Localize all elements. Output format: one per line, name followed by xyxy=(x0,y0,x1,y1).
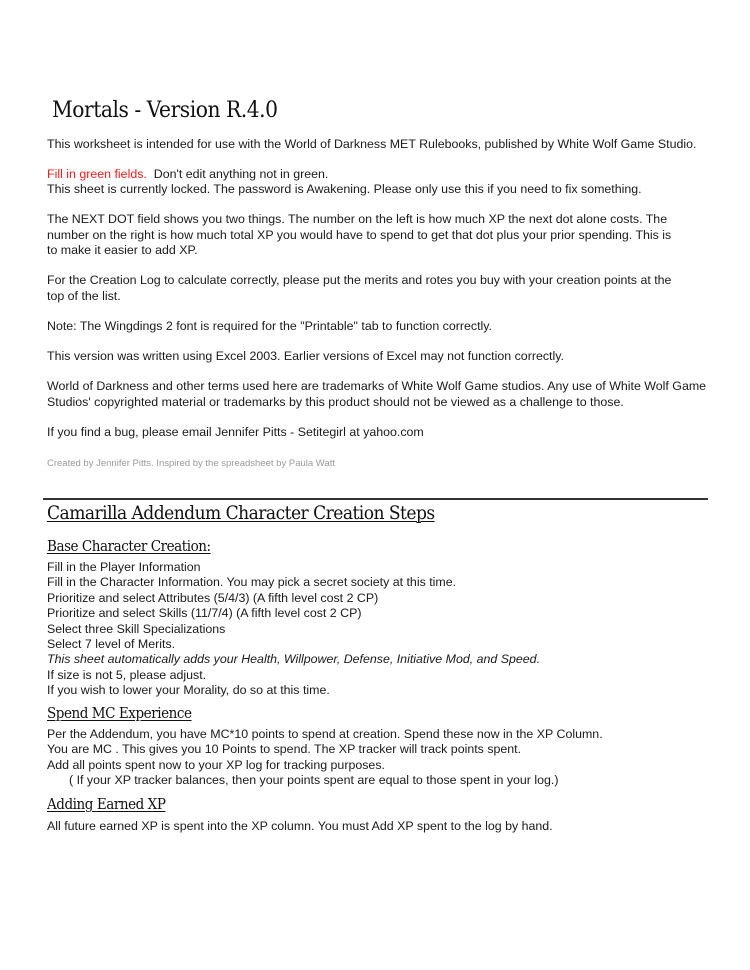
creation-log-paragraph xyxy=(47,273,671,304)
list-item: ( If your XP tracker balances, then your points spent are equal to those spent in your log.) xyxy=(69,773,559,788)
list-item: Add all points spent now to your XP log for tracking purposes. xyxy=(47,757,385,772)
list-item: Prioritize and select Attributes (5/4/3) (A fifth level cost 2 CP) xyxy=(47,590,379,605)
next-dot-line: to make it easier to add XP. xyxy=(47,243,198,257)
base-creation-heading: Base Character Creation: xyxy=(47,537,211,555)
earned-xp-heading: Adding Earned XP xyxy=(47,795,166,813)
page-title: Mortals - Version R.4.0 xyxy=(52,98,278,123)
next-dot-paragraph xyxy=(47,212,671,259)
creation-log-line: For the Creation Log to calculate correctly, please put the merits and rotes you buy with your creation points at the xyxy=(47,273,672,287)
trademark-line: World of Darkness and other terms used here are trademarks of White Wolf Game studios. Any use of White Wolf Game xyxy=(47,379,707,393)
earned-xp-list xyxy=(47,819,553,834)
trademark-paragraph xyxy=(47,379,706,410)
spend-mc-heading: Spend MC Experience xyxy=(47,704,192,722)
list-item: This sheet automatically adds your Health, Willpower, Defense, Initiative Mod, and Speed. xyxy=(47,652,541,667)
credit-text: Created by Jennifer Pitts. Inspired by the spreadsheet by Paula Watt xyxy=(47,458,335,469)
list-item: You are MC . This gives you 10 Points to spend. The XP tracker will track points spent. xyxy=(47,742,522,757)
font-note: Note: The Wingdings 2 font is required for the "Printable" tab to function correctly. xyxy=(47,319,492,333)
list-item: Fill in the Character Information. You may pick a secret society at this time. xyxy=(47,575,457,590)
list-item: Fill in the Player Information xyxy=(47,560,201,574)
spend-mc-list xyxy=(47,727,603,789)
list-item: If size is not 5, please adjust. xyxy=(47,667,207,682)
list-item: Select three Skill Specializations xyxy=(47,621,226,636)
trademark-line: Studios' copyrighted material or trademarks by this product should not be viewed as a challenge to those. xyxy=(47,394,624,409)
bug-report-text: If you find a bug, please email Jennifer Pitts - Setitegirl at yahoo.com xyxy=(47,425,424,439)
creation-log-line: top of the list. xyxy=(47,288,121,303)
list-item: Select 7 level of Merits. xyxy=(47,637,176,652)
fill-instruction-highlight: Fill in green fields. xyxy=(47,167,147,181)
list-item: All future earned XP is spent into the XP column. You must Add XP spent to the log by hand. xyxy=(47,819,553,833)
steps-title: Camarilla Addendum Character Creation Steps xyxy=(47,502,435,524)
next-dot-line: The NEXT DOT field shows you two things. The number on the left is how much XP the next dot alone costs. The xyxy=(47,212,668,226)
fill-instruction-rest: Don't edit anything not in green. xyxy=(153,167,329,181)
purpose-text: This worksheet is intended for use with the World of Darkness MET Rulebooks, published by White Wolf Game Studio. xyxy=(47,137,697,151)
list-item: Prioritize and select Skills (11/7/4) (A fifth level cost 2 CP) xyxy=(47,606,362,621)
version-note: This version was written using Excel 2003. Earlier versions of Excel may not function correctly. xyxy=(47,349,564,363)
next-dot-line: number on the right is how much total XP you would have to spend to get that dot plus your prior spending. This is xyxy=(47,227,672,242)
list-item: If you wish to lower your Morality, do so at this time. xyxy=(47,683,330,698)
list-item: Per the Addendum, you have MC*10 points to spend at creation. Spend these now in the XP Column. xyxy=(47,727,603,741)
locked-notice: This sheet is currently locked. The password is Awakening. Please only use this if you need to fix something. xyxy=(47,182,642,196)
base-creation-list xyxy=(47,560,540,699)
section-divider xyxy=(43,498,708,500)
fill-instruction xyxy=(47,167,328,183)
